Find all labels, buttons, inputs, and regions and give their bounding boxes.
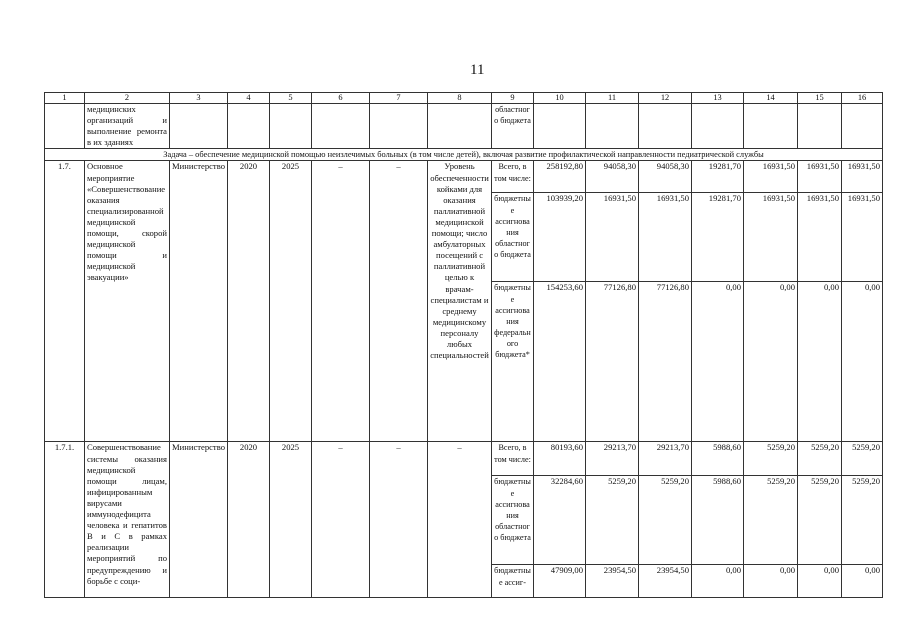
column-header: 9	[492, 93, 534, 104]
continuation-name: медицинских организаций и выполнение ремонта в их зданиях	[85, 104, 170, 149]
continuation-source: областного бюджета	[492, 104, 534, 149]
amount-cell: 0,00	[842, 565, 883, 598]
column-header: 8	[428, 93, 492, 104]
amount-cell: 258192,80	[534, 161, 586, 193]
page-number: 11	[470, 62, 485, 78]
amount-cell: 77126,80	[586, 282, 639, 442]
amount-cell: 5259,20	[639, 476, 692, 565]
amount-cell: 77126,80	[639, 282, 692, 442]
header-row	[45, 93, 883, 104]
amount-cell: 103939,20	[534, 193, 586, 282]
column-header: 16	[842, 93, 883, 104]
funding-source: бюджетные ассигнования областного бюджета	[492, 193, 534, 282]
amount-cell: 0,00	[692, 565, 744, 598]
table-row	[45, 161, 883, 193]
executor: Министерство	[170, 161, 228, 442]
column-header: 13	[692, 93, 744, 104]
column-header: 1	[45, 93, 85, 104]
end-year: 2025	[270, 442, 312, 598]
column-header: 5	[270, 93, 312, 104]
amount-cell: 5988,60	[692, 442, 744, 476]
amount-cell: 5259,20	[842, 442, 883, 476]
budget-table	[44, 92, 883, 598]
column-header: 10	[534, 93, 586, 104]
amount-cell: 16931,50	[744, 161, 798, 193]
amount-cell: 0,00	[798, 565, 842, 598]
start-year: 2020	[228, 161, 270, 442]
task-row	[45, 149, 883, 161]
amount-cell: 32284,60	[534, 476, 586, 565]
column-header: 15	[798, 93, 842, 104]
continuation-row	[45, 104, 883, 149]
amount-cell: 5259,20	[798, 476, 842, 565]
amount-cell: 16931,50	[798, 161, 842, 193]
amount-cell: 94058,30	[586, 161, 639, 193]
row-number: 1.7.	[45, 161, 85, 442]
column-header: 2	[85, 93, 170, 104]
amount-cell: 0,00	[692, 282, 744, 442]
amount-cell: 94058,30	[639, 161, 692, 193]
funding-source: бюджетные ассиг-	[492, 565, 534, 598]
amount-cell: 23954,50	[639, 565, 692, 598]
amount-cell: 5259,20	[798, 442, 842, 476]
task-heading: Задача – обеспечение медицинской помощью неизлечимых больных (в том числе детей), включая развитие профилактической направленности педиатрической службы	[45, 149, 883, 161]
col6-value: –	[312, 161, 370, 442]
amount-cell: 29213,70	[586, 442, 639, 476]
indicator: Уровень обеспеченности койками для оказания паллиативной медицинской помощи; число амбулаторных посещений с паллиативной целью к врачам-специалистам и среднему медицинскому персоналу любых специальностей	[428, 161, 492, 442]
amount-cell: 29213,70	[639, 442, 692, 476]
column-header: 12	[639, 93, 692, 104]
amount-cell: 0,00	[744, 565, 798, 598]
funding-source: Всего, в том числе:	[492, 161, 534, 193]
funding-source: бюджетные ассигнования федерального бюджета*	[492, 282, 534, 442]
amount-cell: 5988,60	[692, 476, 744, 565]
amount-cell: 16931,50	[842, 161, 883, 193]
measure-name: Основное мероприятие «Совершенствование оказания специализированной медицинской помощи, скорой медицинской помощи и медицинской эвакуации»	[85, 161, 170, 442]
column-header: 11	[586, 93, 639, 104]
amount-cell: 80193,60	[534, 442, 586, 476]
end-year: 2025	[270, 161, 312, 442]
column-header: 6	[312, 93, 370, 104]
amount-cell: 5259,20	[744, 476, 798, 565]
measure-name: Совершенствование системы оказания медицинской помощи лицам, инфицированным вирусами иммунодефицита человека и гепатитов В и С в рамках реализации мероприятий по предупреждению и борьбе с соци-	[85, 442, 170, 598]
amount-cell: 19281,70	[692, 193, 744, 282]
column-header: 14	[744, 93, 798, 104]
amount-cell: 0,00	[744, 282, 798, 442]
amount-cell: 19281,70	[692, 161, 744, 193]
amount-cell: 0,00	[798, 282, 842, 442]
column-header: 7	[370, 93, 428, 104]
amount-cell: 16931,50	[586, 193, 639, 282]
start-year: 2020	[228, 442, 270, 598]
amount-cell: 16931,50	[842, 193, 883, 282]
amount-cell: 16931,50	[798, 193, 842, 282]
executor: Министерство	[170, 442, 228, 598]
amount-cell: 0,00	[842, 282, 883, 442]
amount-cell: 16931,50	[744, 193, 798, 282]
amount-cell: 5259,20	[842, 476, 883, 565]
amount-cell: 154253,60	[534, 282, 586, 442]
row-number: 1.7.1.	[45, 442, 85, 598]
table-row	[45, 442, 883, 476]
col6-value: –	[312, 442, 370, 598]
col7-value: –	[370, 442, 428, 598]
col7-value: –	[370, 161, 428, 442]
funding-source: Всего, в том числе:	[492, 442, 534, 476]
amount-cell: 5259,20	[744, 442, 798, 476]
col8-value: –	[428, 442, 492, 598]
amount-cell: 5259,20	[586, 476, 639, 565]
column-header: 3	[170, 93, 228, 104]
amount-cell: 16931,50	[639, 193, 692, 282]
amount-cell: 47909,00	[534, 565, 586, 598]
column-header: 4	[228, 93, 270, 104]
funding-source: бюджетные ассигнования областного бюджета	[492, 476, 534, 565]
amount-cell: 23954,50	[586, 565, 639, 598]
